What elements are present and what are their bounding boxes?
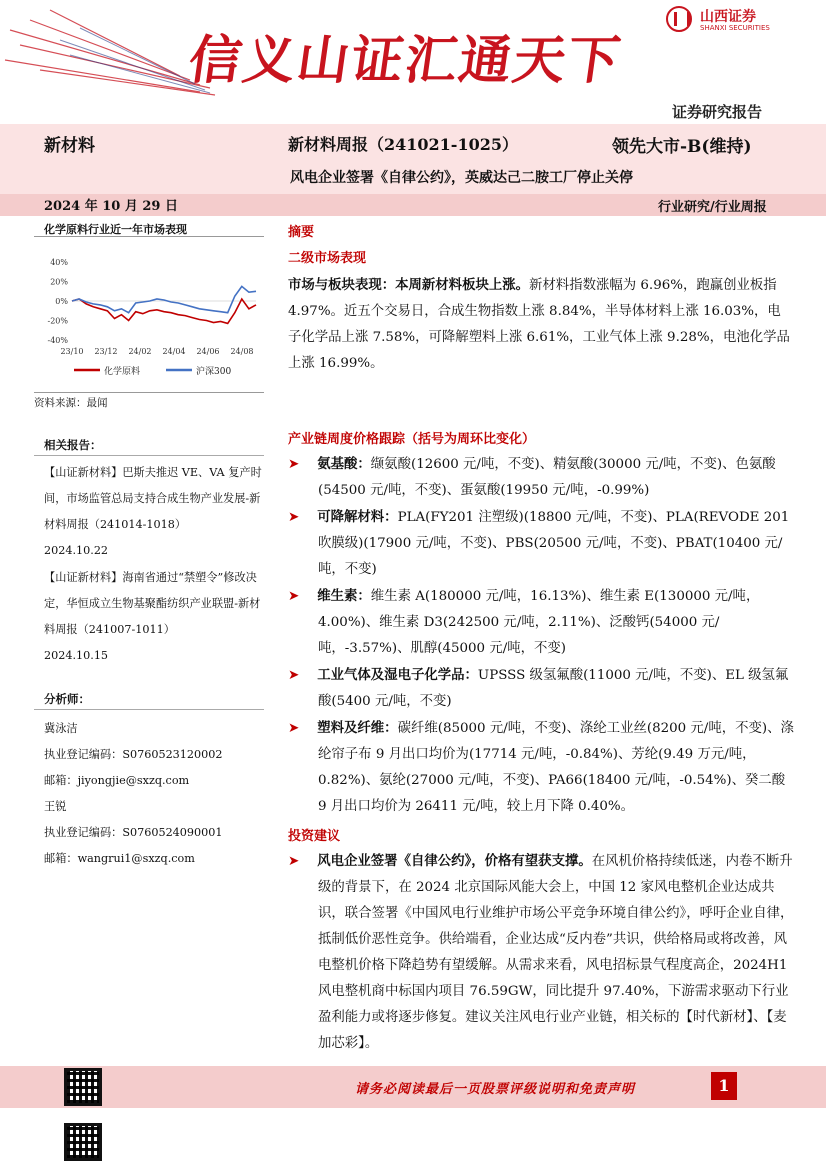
page-number: 1 (711, 1072, 737, 1100)
y-tick-label: 20% (50, 277, 68, 287)
market-body: 新材料指数涨幅为 6.96%，跑赢创业板指 4.97%。近五个交易日，合成生物指数上涨 8.84%，半导体材料上涨 16.03%，电子化学品上涨 7.58%，可降解塑料上涨 6.61%，工业气体上涨 9.28%，电池化学品上涨 16.99%。 (288, 278, 790, 371)
arrow-bullet-icon: ➤ (288, 457, 300, 472)
analyst-list (44, 716, 223, 872)
x-tick-label: 24/08 (230, 347, 254, 356)
related-report[interactable] (44, 565, 270, 669)
item-text: 维生素 A(180000 元/吨，16.13%)、维生素 E(130000 元/吨，4.00%)、维生素 D3(242500 元/吨，2.11%)、泛酸钙(54000 元/吨，-3.57%)、肌醇(45000 元/吨，不变) (318, 589, 760, 656)
x-tick-label: 24/04 (162, 347, 186, 356)
divider (34, 236, 264, 237)
list-item (288, 662, 794, 715)
report-date: 2024 年 10 月 29 日 (44, 199, 178, 214)
analyst-name: 冀泳洁 (44, 722, 78, 735)
disclaimer-notice[interactable]: 请务必阅读最后一页股票评级说明和免责声明 (355, 1082, 636, 1097)
analyst-email[interactable]: 邮箱：jiyongjie@sxzq.com (44, 774, 190, 787)
arrow-bullet-icon: ➤ (288, 854, 300, 869)
arrow-bullet-icon: ➤ (288, 721, 300, 736)
item-text: 缬氨酸(12600 元/吨，不变)、精氨酸(30000 元/吨，不变)、色氨酸(54500 元/吨，不变)、蛋氨酸(19950 元/吨，-0.99%) (318, 457, 776, 498)
item-label: 氨基酸： (317, 456, 371, 472)
summary-heading: 摘要 (288, 225, 315, 240)
qr-code-icon[interactable] (64, 1068, 102, 1106)
market-lead: 市场与板块表现：本周新材料板块上涨。 (288, 277, 530, 293)
divider (34, 455, 264, 456)
chart-title: 化学原料行业近一年市场表现 (44, 223, 187, 236)
analyst-heading: 分析师： (44, 692, 90, 706)
logo-name: 山西证券 (700, 9, 756, 25)
x-tick-label: 24/02 (128, 347, 152, 356)
report-type: 证券研究报告 (672, 103, 763, 121)
investment-paragraph (288, 848, 794, 1057)
y-tick-label: 40% (50, 258, 68, 267)
item-text: 碳纤维(85000 元/吨，不变)、涤纶工业丝(8200 元/吨，不变)、涤纶帘子布 9 月出口均价为(17714 元/吨，-0.84%)、芳纶(9.49 万元/吨，0.82%)、氨纶(27000 元/吨，不变)、PA66(18400 元/吨，-0.54%)、癸二酸 9 月出口均价为 26411 元/吨，较上月下降 0.40%。 (318, 721, 794, 814)
related-report[interactable] (44, 460, 270, 564)
related-reports-heading: 相关报告： (44, 438, 102, 452)
x-tick-label: 23/10 (60, 347, 84, 356)
legend-label: 沪深300 (196, 367, 232, 377)
chart-source: 资料来源：最闻 (34, 397, 108, 409)
sector-label: 新材料 (44, 136, 95, 156)
list-item (288, 715, 794, 820)
related-report-date: 2024.10.22 (44, 544, 109, 557)
rating-label: 领先大市-B(维持) (612, 137, 752, 157)
price-tracking-heading: 产业链周度价格跟踪（括号为周环比变化） (288, 432, 536, 447)
investment-heading: 投资建议 (288, 829, 341, 844)
item-label: 维生素： (317, 588, 371, 604)
market-chart (34, 250, 264, 390)
invest-body: 在风机价格持续低迷，内卷不断升级的背景下，在 2024 北京国际风能大会上，中国 12 家风电整机企业达成共识，联合签署《中国风电行业维护市场公平竞争环境自律公约》，呼吁企业自律，抵制低价恶性竞争。供给端看，企业达成“反内卷”共识，供给格局或将改善，风电整机价格下降趋势有望缓解。从需求来看，风电招标景气程度高企，2024H1 风电整机商中标国内项目 76.59GW，同比提升 97.40%，下游需求驱动下行业盈利能力或将逐步修复。建议关注风电行业产业链，相关标的【时代新材】、【麦加芯彩】。 (318, 854, 794, 1051)
brand-calligraphy: 信义山证汇通天下 (185, 30, 626, 91)
analyst-name: 王锐 (44, 800, 67, 813)
item-label: 塑料及纤维： (317, 720, 398, 736)
logo-subtitle: SHANXI SECURITIES (700, 24, 770, 32)
y-tick-label: -40% (47, 336, 68, 345)
x-tick-label: 24/06 (196, 347, 220, 356)
report-title: 新材料周报（241021-1025） (288, 135, 518, 154)
arrow-bullet-icon: ➤ (288, 668, 300, 683)
invest-lead: 风电企业签署《自律公约》，价格有望获支撑。 (317, 853, 592, 869)
analyst-email[interactable]: 邮箱：wangrui1@sxzq.com (44, 852, 195, 865)
list-item (288, 504, 794, 583)
divider (34, 709, 264, 710)
price-list (288, 451, 794, 820)
analyst-license: 执业登记编码：S0760524090001 (44, 826, 223, 839)
related-report-date: 2024.10.15 (44, 649, 109, 662)
related-report-title: 【山证新材料】海南省通过“禁塑令”修改决定，华恒成立生物基聚酯纺织产业联盟-新材料周报（241007-1011） (44, 571, 261, 636)
shanxi-securities-logo-icon (666, 6, 692, 32)
item-text: UPSSS 级氢氟酸(11000 元/吨，不变)、EL 级氢氟酸(5400 元/吨，不变) (318, 668, 789, 709)
report-category: 行业研究/行业周报 (658, 200, 767, 215)
x-tick-label: 23/12 (94, 347, 118, 356)
analyst-license: 执业登记编码：S0760523120002 (44, 748, 223, 761)
related-report-title: 【山证新材料】巴斯夫推迟 VE、VA 复产时间，市场监管总局支持合成生物产业发展-新材料周报（241014-1018） (44, 466, 262, 531)
headline: 风电企业签署《自律公约》，英威达己二胺工厂停止关停 (290, 170, 633, 186)
y-tick-label: -20% (47, 316, 68, 326)
item-text: PLA(FY201 注塑级)(18800 元/吨，不变)、PLA(REVODE 201 吹膜级)(17900 元/吨，不变)、PBS(20500 元/吨，不变)、PBAT(10400 元/吨，不变) (318, 510, 790, 577)
qr-code-icon[interactable] (64, 1123, 102, 1161)
secondary-market-heading: 二级市场表现 (288, 251, 367, 266)
list-item (288, 583, 794, 662)
market-paragraph (288, 272, 794, 377)
y-tick-label: 0% (55, 297, 68, 306)
arrow-bullet-icon: ➤ (288, 589, 300, 604)
list-item (288, 848, 794, 1057)
item-label: 工业气体及湿电子化学品： (317, 667, 478, 683)
item-label: 可降解材料： (317, 509, 398, 525)
arrow-bullet-icon: ➤ (288, 510, 300, 525)
divider (34, 392, 264, 393)
list-item (288, 451, 794, 504)
legend-label: 化学原料 (104, 367, 141, 377)
